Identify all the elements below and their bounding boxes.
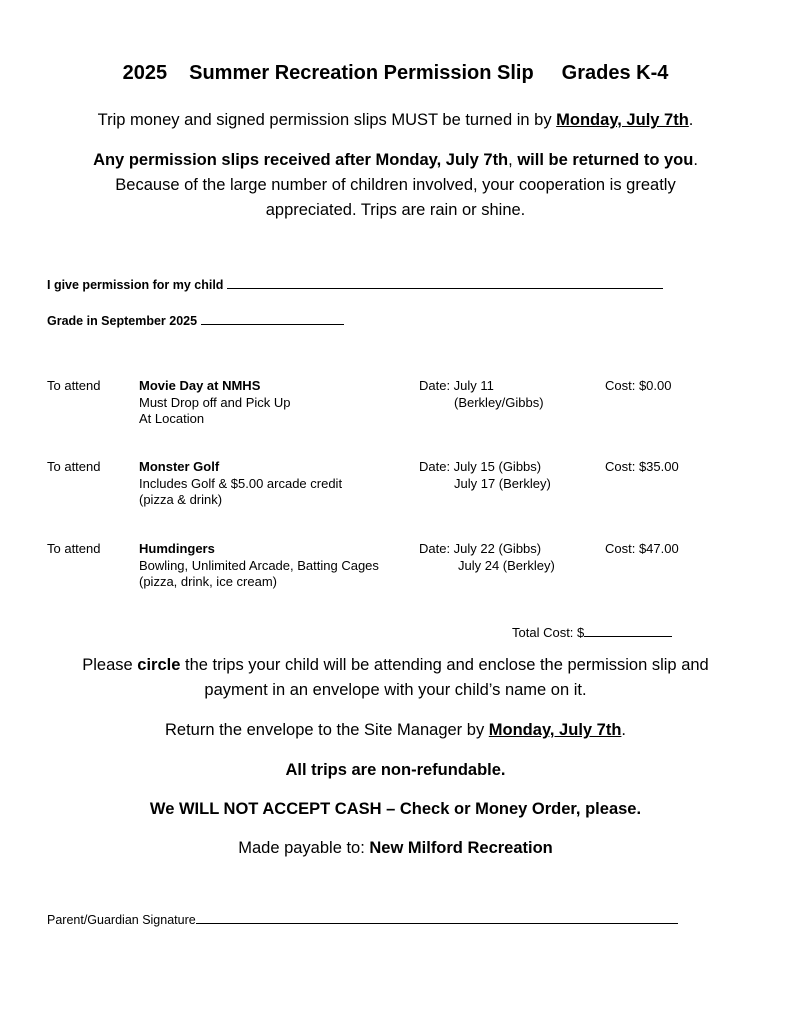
signature-line — [47, 911, 678, 927]
grade-label: Grade in September 2025 — [47, 314, 198, 328]
trip-detail: At Location — [139, 411, 205, 426]
deadline-notice — [0, 108, 791, 132]
trip-name: Humdingers — [139, 541, 215, 556]
late-notice-end: . — [693, 151, 698, 169]
trip-detail: Includes Golf & $5.00 arcade credit — [139, 475, 343, 491]
trip-info — [139, 459, 342, 509]
title-text: Summer Recreation Permission Slip — [189, 62, 534, 84]
trip-date-line: Date: July 22 (Gibbs) — [419, 541, 542, 556]
total-cost-field[interactable] — [584, 624, 672, 637]
trip-cost: Cost: $47.00 — [605, 541, 679, 556]
payable-notice — [0, 836, 791, 860]
trip-date-line: July 17 (Berkley) — [454, 475, 551, 491]
deadline-prefix: Trip money and signed permission slips MUST be turned in by — [97, 111, 557, 129]
trip-dates — [419, 459, 551, 492]
trip-name: Movie Day at NMHS — [139, 378, 261, 393]
circle-instruction — [0, 653, 791, 677]
late-notice-bold: Any permission slips received after Monday, July 7th — [93, 151, 509, 169]
page-title — [0, 62, 791, 85]
grade-field[interactable] — [201, 312, 344, 325]
trip-info — [139, 378, 291, 428]
cooperation-line-1: Because of the large number of children involved, your cooperation is greatly — [115, 176, 676, 194]
grade-line — [47, 312, 344, 328]
permission-label: I give permission for my child — [47, 278, 224, 292]
circle-post: the trips your child will be attending and enclose the permission slip and — [180, 656, 709, 674]
trip-date-line: July 24 (Berkley) — [458, 557, 555, 573]
payable-pre: Made payable to: — [238, 839, 370, 857]
payable-name: New Milford Recreation — [369, 839, 553, 857]
trip-prefix: To attend — [47, 541, 101, 556]
trip-detail: Bowling, Unlimited Arcade, Batting Cages — [139, 557, 379, 573]
total-cost-label: Total Cost: $ — [512, 625, 585, 640]
return-date: Monday, July 7th — [488, 721, 622, 739]
non-refundable-notice: All trips are non-refundable. — [285, 761, 506, 779]
trip-date-line: Date: July 11 — [419, 378, 494, 393]
circle-instruction-line-2: payment in an envelope with your child’s name on it. — [204, 681, 587, 699]
deadline-date: Monday, July 7th — [556, 111, 689, 129]
late-notice-bold2: will be returned to you — [517, 151, 694, 169]
trip-info — [139, 541, 379, 591]
circle-word: circle — [137, 656, 181, 674]
title-year: 2025 — [122, 62, 168, 84]
signature-field[interactable] — [196, 911, 678, 924]
trip-date-line: Date: July 15 (Gibbs) — [419, 459, 542, 474]
return-pre: Return the envelope to the Site Manager by — [164, 721, 489, 739]
trip-prefix: To attend — [47, 459, 101, 474]
trip-name: Monster Golf — [139, 459, 220, 474]
trip-cost: Cost: $35.00 — [605, 459, 679, 474]
title-grades: Grades K-4 — [561, 62, 669, 84]
trip-dates — [419, 378, 544, 411]
child-name-field[interactable] — [227, 276, 663, 289]
trip-date-line: (Berkley/Gibbs) — [454, 394, 544, 410]
late-notice-mid: , — [508, 151, 518, 169]
trip-detail: Must Drop off and Pick Up — [139, 394, 291, 410]
signature-label: Parent/Guardian Signature — [47, 913, 196, 927]
circle-pre: Please — [82, 656, 138, 674]
cooperation-line-2: appreciated. Trips are rain or shine. — [265, 201, 526, 219]
permission-line — [47, 276, 663, 292]
trip-dates — [419, 541, 555, 574]
trip-cost: Cost: $0.00 — [605, 378, 672, 393]
trip-detail: (pizza, drink, ice cream) — [139, 574, 277, 589]
return-instruction — [0, 718, 791, 742]
trip-prefix: To attend — [47, 378, 101, 393]
total-cost — [512, 624, 672, 640]
no-cash-notice: We WILL NOT ACCEPT CASH – Check or Money Order, please. — [149, 800, 642, 818]
return-post: . — [621, 721, 627, 739]
trip-detail: (pizza & drink) — [139, 492, 223, 507]
late-notice — [0, 148, 791, 172]
deadline-suffix: . — [688, 111, 694, 129]
